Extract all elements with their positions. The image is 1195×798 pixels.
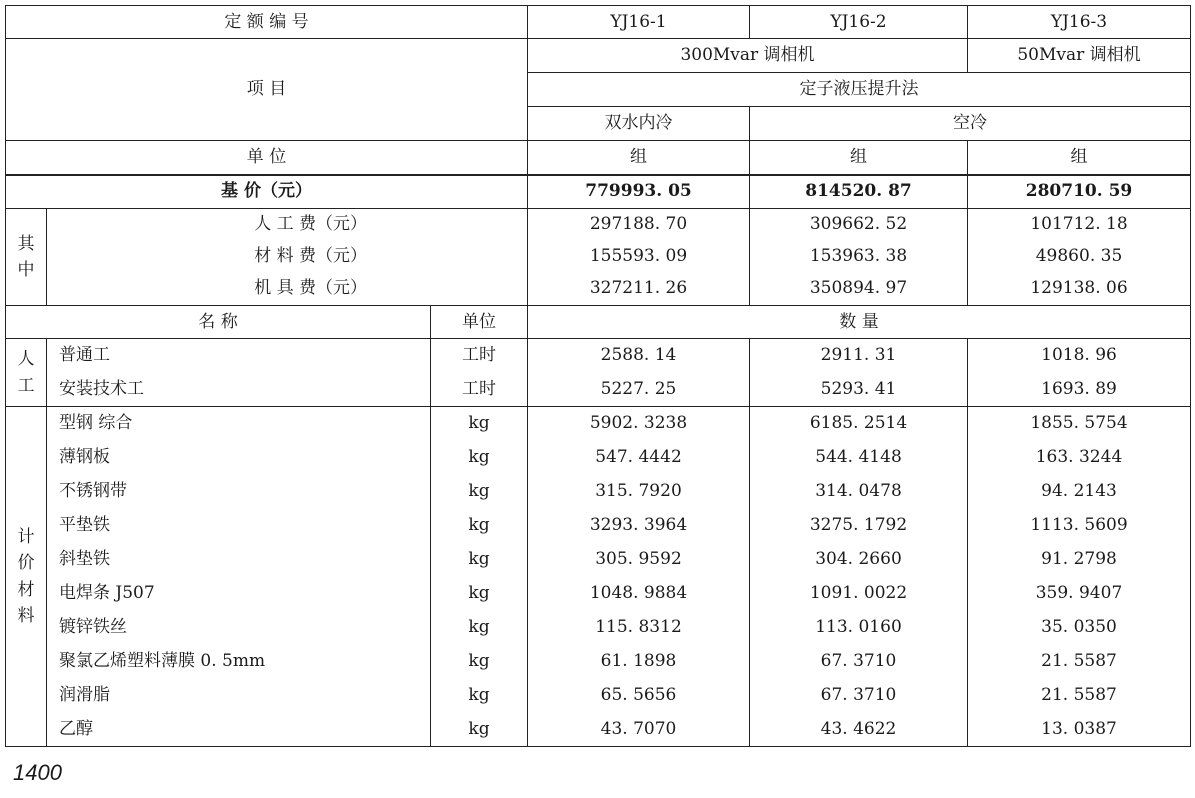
machine-cost-label: 机 具 费（元） <box>47 273 528 306</box>
labor-cost-1: 297188. 70 <box>528 209 750 240</box>
base-price-label: 基 价（元） <box>6 175 528 209</box>
base-price-value-3: 280710. 59 <box>968 175 1191 209</box>
material-row <box>6 645 1191 679</box>
method-label: 定子液压提升法 <box>528 73 1191 107</box>
machine-300-label: 300Mvar 调相机 <box>528 39 968 73</box>
material-qty-1: 43. 7070 <box>528 713 750 747</box>
material-qty-1: 61. 1898 <box>528 645 750 679</box>
base-price-value-1: 779993. 05 <box>528 175 750 209</box>
machine-row <box>6 39 1191 73</box>
material-qty-2: 3275. 1792 <box>750 509 968 543</box>
base-price-row <box>6 175 1191 209</box>
labor-qty-3: 1693. 89 <box>968 373 1191 407</box>
material-unit: kg <box>431 611 528 645</box>
unit-row <box>6 141 1191 175</box>
material-unit: kg <box>431 577 528 611</box>
material-cost-2: 153963. 38 <box>750 240 968 273</box>
material-qty-3: 359. 9407 <box>968 577 1191 611</box>
material-unit: kg <box>431 407 528 441</box>
material-row <box>6 577 1191 611</box>
quota-code-1: YJ16-1 <box>528 6 750 39</box>
material-qty-2: 304. 2660 <box>750 543 968 577</box>
material-unit: kg <box>431 475 528 509</box>
quota-number-label: 定 额 编 号 <box>6 6 528 39</box>
material-row <box>6 713 1191 747</box>
material-qty-3: 163. 3244 <box>968 441 1191 475</box>
material-qty-3: 1113. 5609 <box>968 509 1191 543</box>
labor-cost-3: 101712. 18 <box>968 209 1191 240</box>
machine-cost-2: 350894. 97 <box>750 273 968 306</box>
material-qty-1: 305. 9592 <box>528 543 750 577</box>
material-unit: kg <box>431 441 528 475</box>
material-qty-1: 65. 5656 <box>528 679 750 713</box>
quota-table <box>5 5 1191 747</box>
material-row <box>6 543 1191 577</box>
material-qty-3: 13. 0387 <box>968 713 1191 747</box>
labor-group-text: 人工 <box>17 349 35 396</box>
material-cost-3: 49860. 35 <box>968 240 1191 273</box>
labor-row <box>6 373 1191 407</box>
material-qty-2: 314. 0478 <box>750 475 968 509</box>
name-column-header: 名 称 <box>6 306 431 339</box>
labor-name: 普通工 <box>47 339 431 373</box>
material-row <box>6 509 1191 543</box>
material-qty-1: 547. 4442 <box>528 441 750 475</box>
materials-group-label <box>6 407 47 747</box>
labor-cost-2: 309662. 52 <box>750 209 968 240</box>
quota-number-row <box>6 6 1191 39</box>
material-qty-3: 94. 2143 <box>968 475 1191 509</box>
material-name: 平垫铁 <box>59 515 110 535</box>
material-row <box>6 679 1191 713</box>
material-row <box>6 441 1191 475</box>
material-qty-1: 115. 8312 <box>528 611 750 645</box>
page-number: 1400 <box>13 760 62 785</box>
column-header-row <box>6 306 1191 339</box>
breakdown-row <box>6 273 1191 306</box>
material-qty-2: 113. 0160 <box>750 611 968 645</box>
labor-cost-label: 人 工 费（元） <box>47 209 528 240</box>
material-name: 镀锌铁丝 <box>59 617 127 637</box>
quota-code-2: YJ16-2 <box>750 6 968 39</box>
material-qty-3: 91. 2798 <box>968 543 1191 577</box>
material-qty-1: 315. 7920 <box>528 475 750 509</box>
material-unit: kg <box>431 543 528 577</box>
material-qty-2: 43. 4622 <box>750 713 968 747</box>
material-row <box>6 611 1191 645</box>
material-cost-1: 155593. 09 <box>528 240 750 273</box>
item-label: 项 目 <box>6 39 528 141</box>
material-unit: kg <box>431 679 528 713</box>
machine-cost-3: 129138. 06 <box>968 273 1191 306</box>
material-cost-label: 材 料 费（元） <box>47 240 528 273</box>
cooling-water-label: 双水内冷 <box>528 107 750 141</box>
labor-qty-3: 1018. 96 <box>968 339 1191 373</box>
material-unit: kg <box>431 713 528 747</box>
material-qty-1: 1048. 9884 <box>528 577 750 611</box>
material-name: 润滑脂 <box>59 685 110 705</box>
labor-qty-2: 5293. 41 <box>750 373 968 407</box>
base-price-value-2: 814520. 87 <box>750 175 968 209</box>
materials-group-text: 计价材料 <box>17 526 35 626</box>
unit-value-1: 组 <box>528 141 750 175</box>
breakdown-row <box>6 209 1191 240</box>
material-unit: kg <box>431 509 528 543</box>
labor-qty-1: 2588. 14 <box>528 339 750 373</box>
material-name: 聚氯乙烯塑料薄膜 0. 5mm <box>59 651 266 671</box>
material-qty-3: 1855. 5754 <box>968 407 1191 441</box>
material-name: 乙醇 <box>47 713 431 747</box>
material-name: 不锈钢带 <box>59 481 127 501</box>
material-row <box>6 407 1191 441</box>
machine-cost-1: 327211. 26 <box>528 273 750 306</box>
material-row <box>6 475 1191 509</box>
labor-qty-1: 5227. 25 <box>528 373 750 407</box>
labor-unit: 工时 <box>431 339 528 373</box>
material-name: 薄钢板 <box>59 447 110 467</box>
unit-value-2: 组 <box>750 141 968 175</box>
breakdown-group-label <box>6 209 47 306</box>
machine-50-label: 50Mvar 调相机 <box>968 39 1191 73</box>
quota-code-3: YJ16-3 <box>968 6 1191 39</box>
labor-unit: 工时 <box>431 373 528 407</box>
material-qty-3: 21. 5587 <box>968 679 1191 713</box>
material-qty-1: 5902. 3238 <box>528 407 750 441</box>
material-qty-2: 67. 3710 <box>750 679 968 713</box>
material-qty-1: 3293. 3964 <box>528 509 750 543</box>
labor-group-label <box>6 339 47 407</box>
material-unit: kg <box>431 645 528 679</box>
material-qty-2: 544. 4148 <box>750 441 968 475</box>
labor-qty-2: 2911. 31 <box>750 339 968 373</box>
material-name: 电焊条 J507 <box>59 583 155 603</box>
breakdown-row <box>6 240 1191 273</box>
cooling-air-label: 空冷 <box>750 107 1191 141</box>
material-qty-3: 35. 0350 <box>968 611 1191 645</box>
breakdown-group-text: 其中 <box>17 233 35 280</box>
labor-row <box>6 339 1191 373</box>
material-name: 型钢 综合 <box>47 407 431 441</box>
labor-name: 安装技术工 <box>47 373 431 407</box>
material-qty-2: 1091. 0022 <box>750 577 968 611</box>
material-name: 斜垫铁 <box>59 549 110 569</box>
unit-column-header: 单位 <box>431 306 528 339</box>
unit-label: 单 位 <box>6 141 528 175</box>
material-qty-3: 21. 5587 <box>968 645 1191 679</box>
unit-value-3: 组 <box>968 141 1191 175</box>
quantity-column-header: 数 量 <box>528 306 1191 339</box>
material-qty-2: 6185. 2514 <box>750 407 968 441</box>
material-qty-2: 67. 3710 <box>750 645 968 679</box>
